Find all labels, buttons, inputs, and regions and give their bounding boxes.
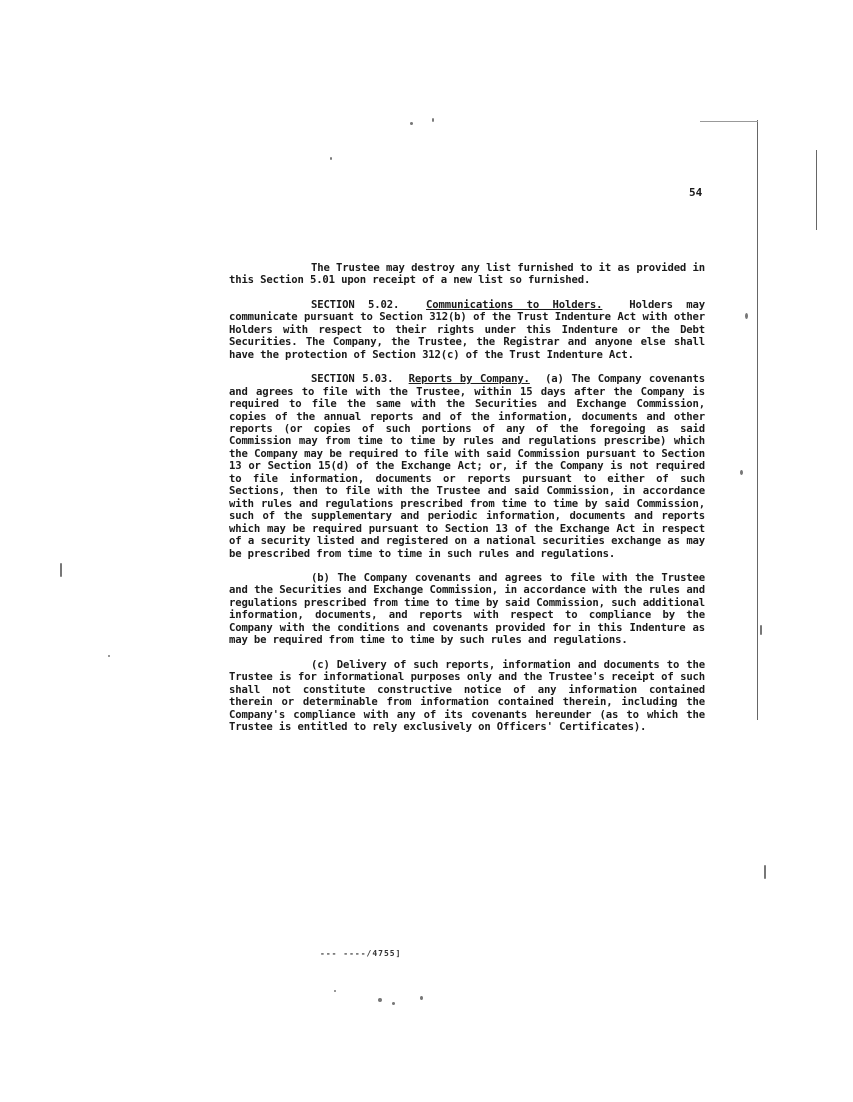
scan-speck xyxy=(330,157,332,160)
scan-speck xyxy=(745,313,748,319)
paragraph-subsection-c xyxy=(229,659,705,734)
document-body xyxy=(229,262,705,745)
scan-speck xyxy=(334,990,336,992)
paragraph-text: The Trustee may destroy any list furnished to it as provided in this Section 5.01 upon receipt of a new list so furnished. xyxy=(229,262,705,287)
scan-edge-line xyxy=(816,150,817,230)
section-title: Communications to Holders. xyxy=(426,298,603,311)
scan-speck xyxy=(760,625,762,635)
paragraph-text: (b) The Company covenants and agrees to file with the Trustee and the Securities and Exchange Commission, in accordance with the rules and regulations prescribed from time to time by said Commission, such additional information, documents, and reports with respect to compliance by the Company with the conditions and covenants provided for in this Indenture as may be required from time to time by such rules and regulations. xyxy=(229,571,705,647)
scan-edge-line xyxy=(757,120,758,720)
scan-speck xyxy=(410,122,413,125)
scan-speck xyxy=(420,996,423,1000)
paragraph-text: Holders may communicate pursuant to Section 312(b) of the Trust Indenture Act with other Holders with respect to their rights under this Indenture or the Debt Securities. The Company, the Trustee, the Registrar and anyone else shall have the protection of Section 312(c) of the Trust Indenture Act. xyxy=(229,298,705,361)
section-number: SECTION 5.03. xyxy=(311,373,394,386)
page-number: 54 xyxy=(689,186,703,199)
paragraph-section-5-03 xyxy=(229,373,705,560)
scan-edge-line xyxy=(700,121,758,122)
scan-speck xyxy=(740,470,743,475)
scan-speck xyxy=(60,563,62,577)
footer-document-code: --- ----/4755] xyxy=(320,949,402,958)
scan-speck xyxy=(392,1002,395,1005)
paragraph-text: (a) The Company covenants and agrees to file with the Trustee, within 15 days after the Company is required to file the same with the Securities and Exchange Commission, copies of the annual reports and of the information, documents and other reports (or copies of such portions of any of the foregoing as said Commission may from time to time by rules and regulations prescribe) which the Company may be required to file with said Commission pursuant to Section 13 or Section 15(d) of the Exchange Act; or, if the Company is not required to file information, documents or reports pursuant to either of such Sections, then to file with the Trustee and said Commission, in accordance with rules and regulations prescribed from time to time by said Commission, such of the supplementary and periodic information, documents and reports which may be required pursuant to Section 13 of the Exchange Act in respect of a security listed and registered on a national securities exchange as may be prescribed from time to time in such rules and regulations. xyxy=(229,373,705,560)
scan-speck xyxy=(108,655,110,657)
scan-speck xyxy=(764,865,766,879)
section-title: Reports by Company. xyxy=(408,373,530,386)
paragraph-subsection-b xyxy=(229,572,705,647)
paragraph-section-5-02 xyxy=(229,299,705,361)
scan-speck xyxy=(378,998,382,1002)
scan-speck xyxy=(432,118,434,122)
section-number: SECTION 5.02. xyxy=(311,298,400,311)
paragraph-list-destroy xyxy=(229,262,705,287)
paragraph-text: (c) Delivery of such reports, information and documents to the Trustee is for informational purposes only and the Trustee's receipt of such shall not constitute constructive notice of any information contained therein or determinable from information contained therein, including the Company's compliance with any of its covenants hereunder (as to which the Trustee is entitled to rely exclusively on Officers' Certificates). xyxy=(229,658,705,733)
